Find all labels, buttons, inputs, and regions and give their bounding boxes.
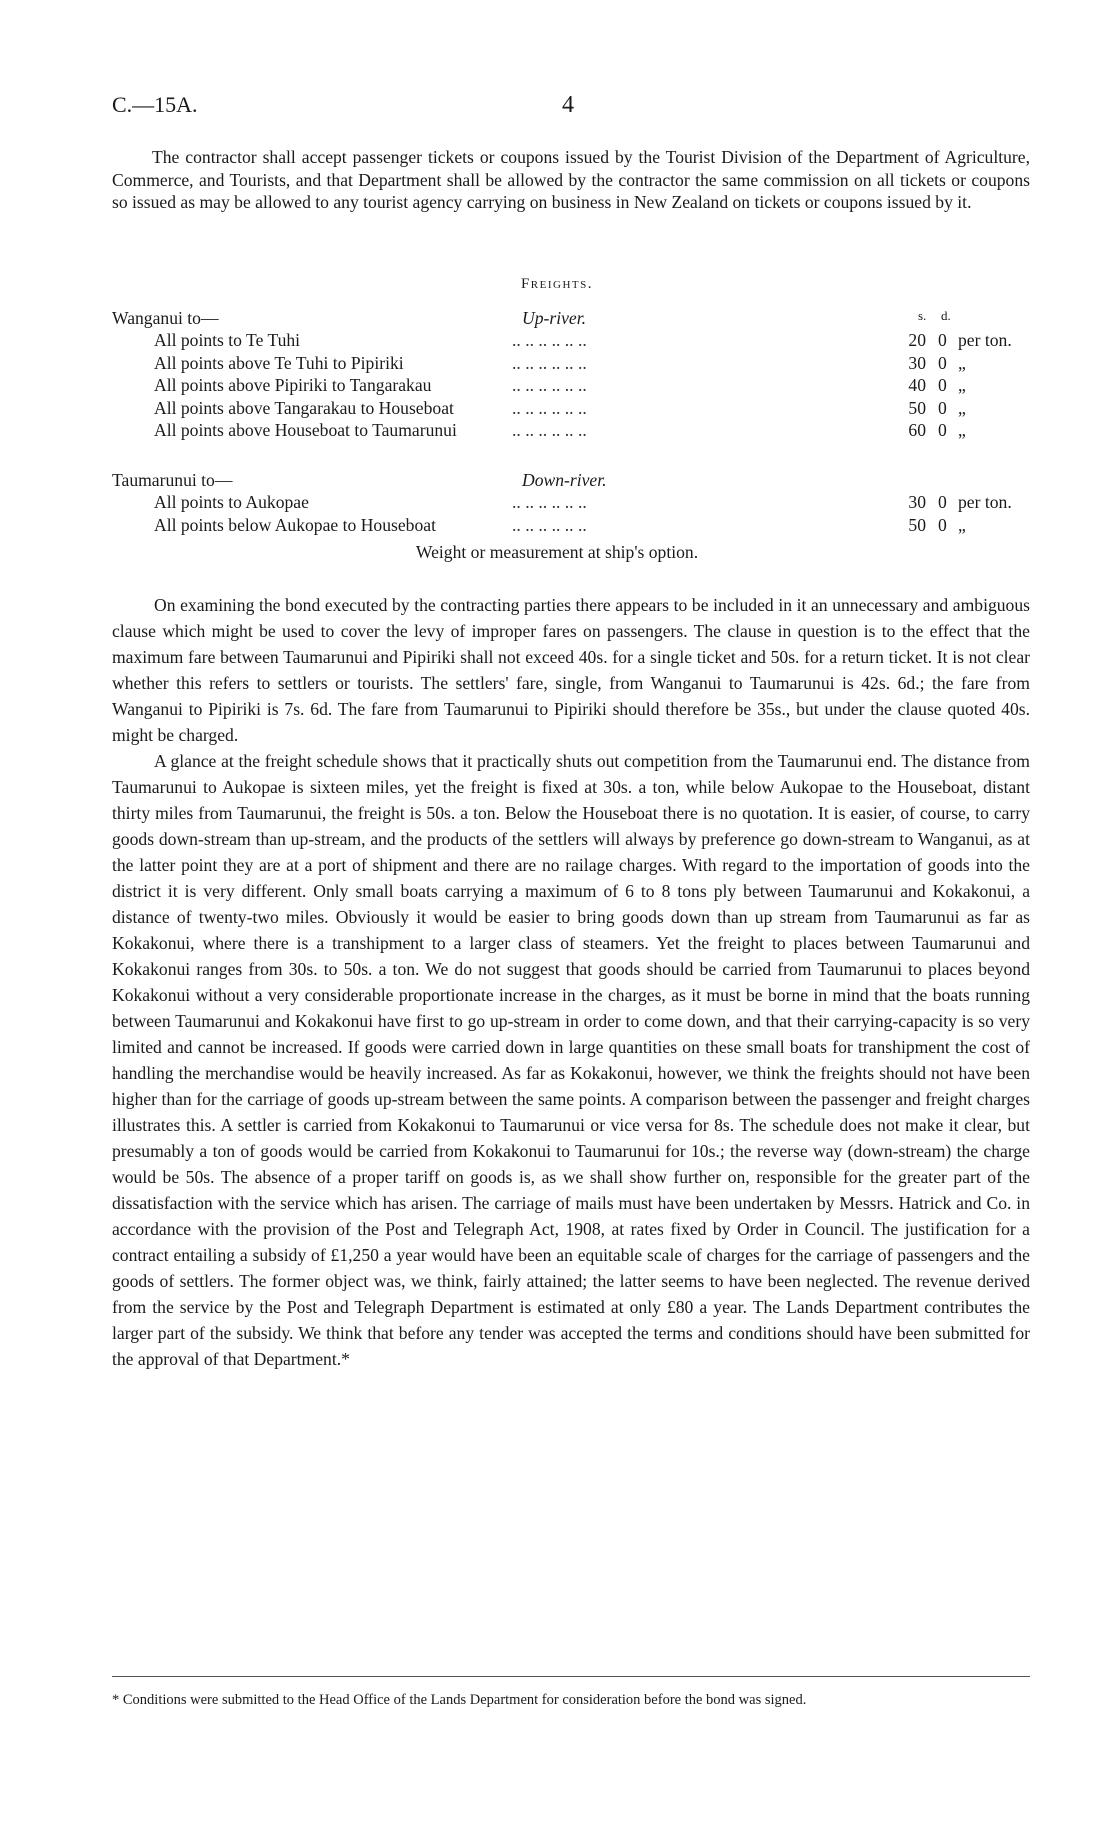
leader-dots: .. .. .. .. .. .. bbox=[512, 330, 587, 350]
freight-destination: All points below Aukopae to Houseboat bbox=[154, 514, 436, 535]
freight-pence: 0 bbox=[938, 330, 947, 350]
freight-destination: All points above Houseboat to Taumarunui bbox=[154, 420, 457, 440]
leader-dots: .. .. .. .. .. .. bbox=[512, 375, 587, 395]
freight-pence: 0 bbox=[938, 514, 947, 535]
document-reference: C.—15A. bbox=[112, 92, 198, 117]
freight-note: Weight or measurement at ship's option. bbox=[415, 542, 699, 562]
freight-unit: „ bbox=[958, 514, 966, 535]
footnote: * Conditions were submitted to the Head Office of the Lands Department for consideration before the bond was signed. bbox=[112, 1692, 807, 1708]
freight-pence: 0 bbox=[938, 420, 947, 440]
page-number: 4 bbox=[562, 92, 574, 118]
freight-shillings: 50 bbox=[908, 514, 926, 535]
freight-shillings: 60 bbox=[908, 420, 926, 440]
freight-unit: per ton. bbox=[958, 330, 1012, 350]
pence-column-header: d. bbox=[941, 308, 951, 323]
freight-shillings: 50 bbox=[908, 397, 926, 418]
freight-shillings: 40 bbox=[908, 375, 926, 395]
freight-shillings: 30 bbox=[908, 492, 926, 512]
intro-paragraph: The contractor shall accept passenger tickets or coupons issued by the Tourist Division of the Department of Agriculture, Commerce, and Tourists, and that Department shall be allowed by the contractor the same commission on all tickets or coupons so issued as may be allowed to any tourist agency carrying on business in New Zealand on tickets or coupons issued by it. bbox=[112, 147, 1030, 212]
freight-row bbox=[112, 492, 1032, 515]
freight-pence: 0 bbox=[938, 492, 947, 512]
downriver-heading bbox=[112, 470, 1032, 492]
freight-pence: 0 bbox=[938, 375, 947, 395]
body-paragraph: A glance at the freight schedule shows that it practically shuts out competition from the Taumarunui end. The distance from Taumarunui to Aukopae is sixteen miles, yet the freight is fixed at 30s. a ton, while below Aukopae to the Houseboat, distant thirty miles from Taumarunui, the freight is 50s. a ton. Below the Houseboat there is no quotation. It is easier, of course, to carry goods down-stream than up-stream, and the products of the settlers will always by preference go down-stream to Wanganui, as at the latter point they are at a port of shipment and there are no railage charges. With regard to the importation of goods into the district it is very different. Only small boats carrying a maximum of 6 to 8 tons ply between Taumarunui and Kokakonui, a distance of twenty-two miles. Obviously it would be easier to bring goods down than up stream from Taumarunui as far as Kokakonui, where there is a transhipment to a larger class of steamers. Yet the freight to places between Taumarunui and Kokakonui ranges from 30s. to 50s. a ton. We do not suggest that goods should be carried from Taumarunui to places beyond Kokakonui without a very considerable proportionate increase in the charges, as it must be borne in mind that the boats running between Taumarunui and Kokakonui have first to go up-stream in order to come down, and that their carrying-capacity is so very limited and cannot be increased. If goods were carried down in large quantities on these small boats for transhipment the cost of handling the merchandise would be heavily increased. As far as Kokakonui, however, we think the freights should not have been higher than for the carriage of goods up-stream between the same points. A comparison between the passenger and freight charges illustrates this. A settler is carried from Kokakonui to Taumarunui or vice versa for 8s. The schedule does not make it clear, but presumably a ton of goods would be carried from Kokakonui to Taumarunui for 10s.; the reverse way (down-stream) the charge would be 50s. The absence of a proper tariff on goods is, as we shall show further on, responsible for the greater part of the dissatisfaction with the service which has arisen. The carriage of mails must have been undertaken by Messrs. Hatrick and Co. in accordance with the provision of the Post and Telegraph Act, 1908, at rates fixed by Order in Council. The justification for a contract entailing a subsidy of £1,250 a year would have been an equitable scale of charges for the carriage of passengers and the goods of settlers. The former object was, we think, fairly attained; the latter seems to have been neglected. The revenue derived from the service by the Post and Telegraph Department is estimated at only £80 a year. The Lands Department contributes the larger part of the subsidy. We think that before any tender was accepted the terms and conditions should have been submitted for the approval of that Department.* bbox=[112, 751, 1030, 1369]
downriver-origin: Taumarunui to— bbox=[112, 470, 233, 490]
freight-row bbox=[112, 353, 1032, 376]
shillings-column-header: s. bbox=[918, 308, 927, 323]
freight-row bbox=[112, 515, 1032, 538]
leader-dots: .. .. .. .. .. .. bbox=[512, 492, 587, 512]
upriver-heading bbox=[112, 308, 1032, 330]
freight-row bbox=[112, 330, 1032, 353]
freight-shillings: 30 bbox=[908, 352, 926, 373]
freight-destination: All points above Pipiriki to Tangarakau bbox=[154, 375, 432, 395]
freight-destination: All points to Te Tuhi bbox=[154, 330, 301, 350]
body-paragraph: On examining the bond executed by the contracting parties there appears to be included in it an unnecessary and ambiguous clause which might be used to cover the levy of improper fares on passengers. The clause in question is to the effect that the maximum fare between Taumarunui and Pipiriki shall not exceed 40s. for a single ticket and 50s. for a return ticket. It is not clear whether this refers to settlers or tourists. The settlers' fare, single, from Wanganui to Taumarunui is 42s. 6d.; the fare from Wanganui to Pipiriki is 7s. 6d. The fare from Taumarunui to Pipiriki should therefore be 35s., but under the clause quoted 40s. might be charged. bbox=[112, 595, 1030, 745]
freight-pence: 0 bbox=[938, 397, 947, 418]
upriver-origin: Wanganui to— bbox=[112, 308, 219, 328]
freight-unit: „ bbox=[958, 420, 966, 440]
leader-dots: .. .. .. .. .. .. bbox=[512, 352, 587, 373]
freight-pence: 0 bbox=[938, 352, 947, 373]
leader-dots: .. .. .. .. .. .. bbox=[512, 397, 587, 418]
freight-unit: per ton. bbox=[958, 492, 1012, 512]
freight-unit: „ bbox=[958, 375, 966, 395]
downriver-direction: Down-river. bbox=[522, 470, 607, 490]
upriver-direction: Up-river. bbox=[522, 308, 587, 328]
freight-destination: All points above Te Tuhi to Pipiriki bbox=[154, 352, 404, 373]
freight-row bbox=[112, 398, 1032, 421]
page-header bbox=[112, 92, 1032, 122]
footnote-divider bbox=[112, 1676, 1030, 1677]
freight-row bbox=[112, 420, 1032, 443]
freight-shillings: 20 bbox=[908, 330, 926, 350]
freight-unit: „ bbox=[958, 352, 966, 373]
freight-destination: All points to Aukopae bbox=[154, 492, 309, 512]
leader-dots: .. .. .. .. .. .. bbox=[512, 420, 587, 440]
freight-row bbox=[112, 375, 1032, 398]
leader-dots: .. .. .. .. .. .. bbox=[512, 514, 587, 535]
freight-unit: „ bbox=[958, 397, 966, 418]
body-text bbox=[112, 592, 1030, 1372]
freight-destination: All points above Tangarakau to Houseboat bbox=[154, 397, 454, 418]
freights-title: Freights. bbox=[520, 276, 594, 292]
